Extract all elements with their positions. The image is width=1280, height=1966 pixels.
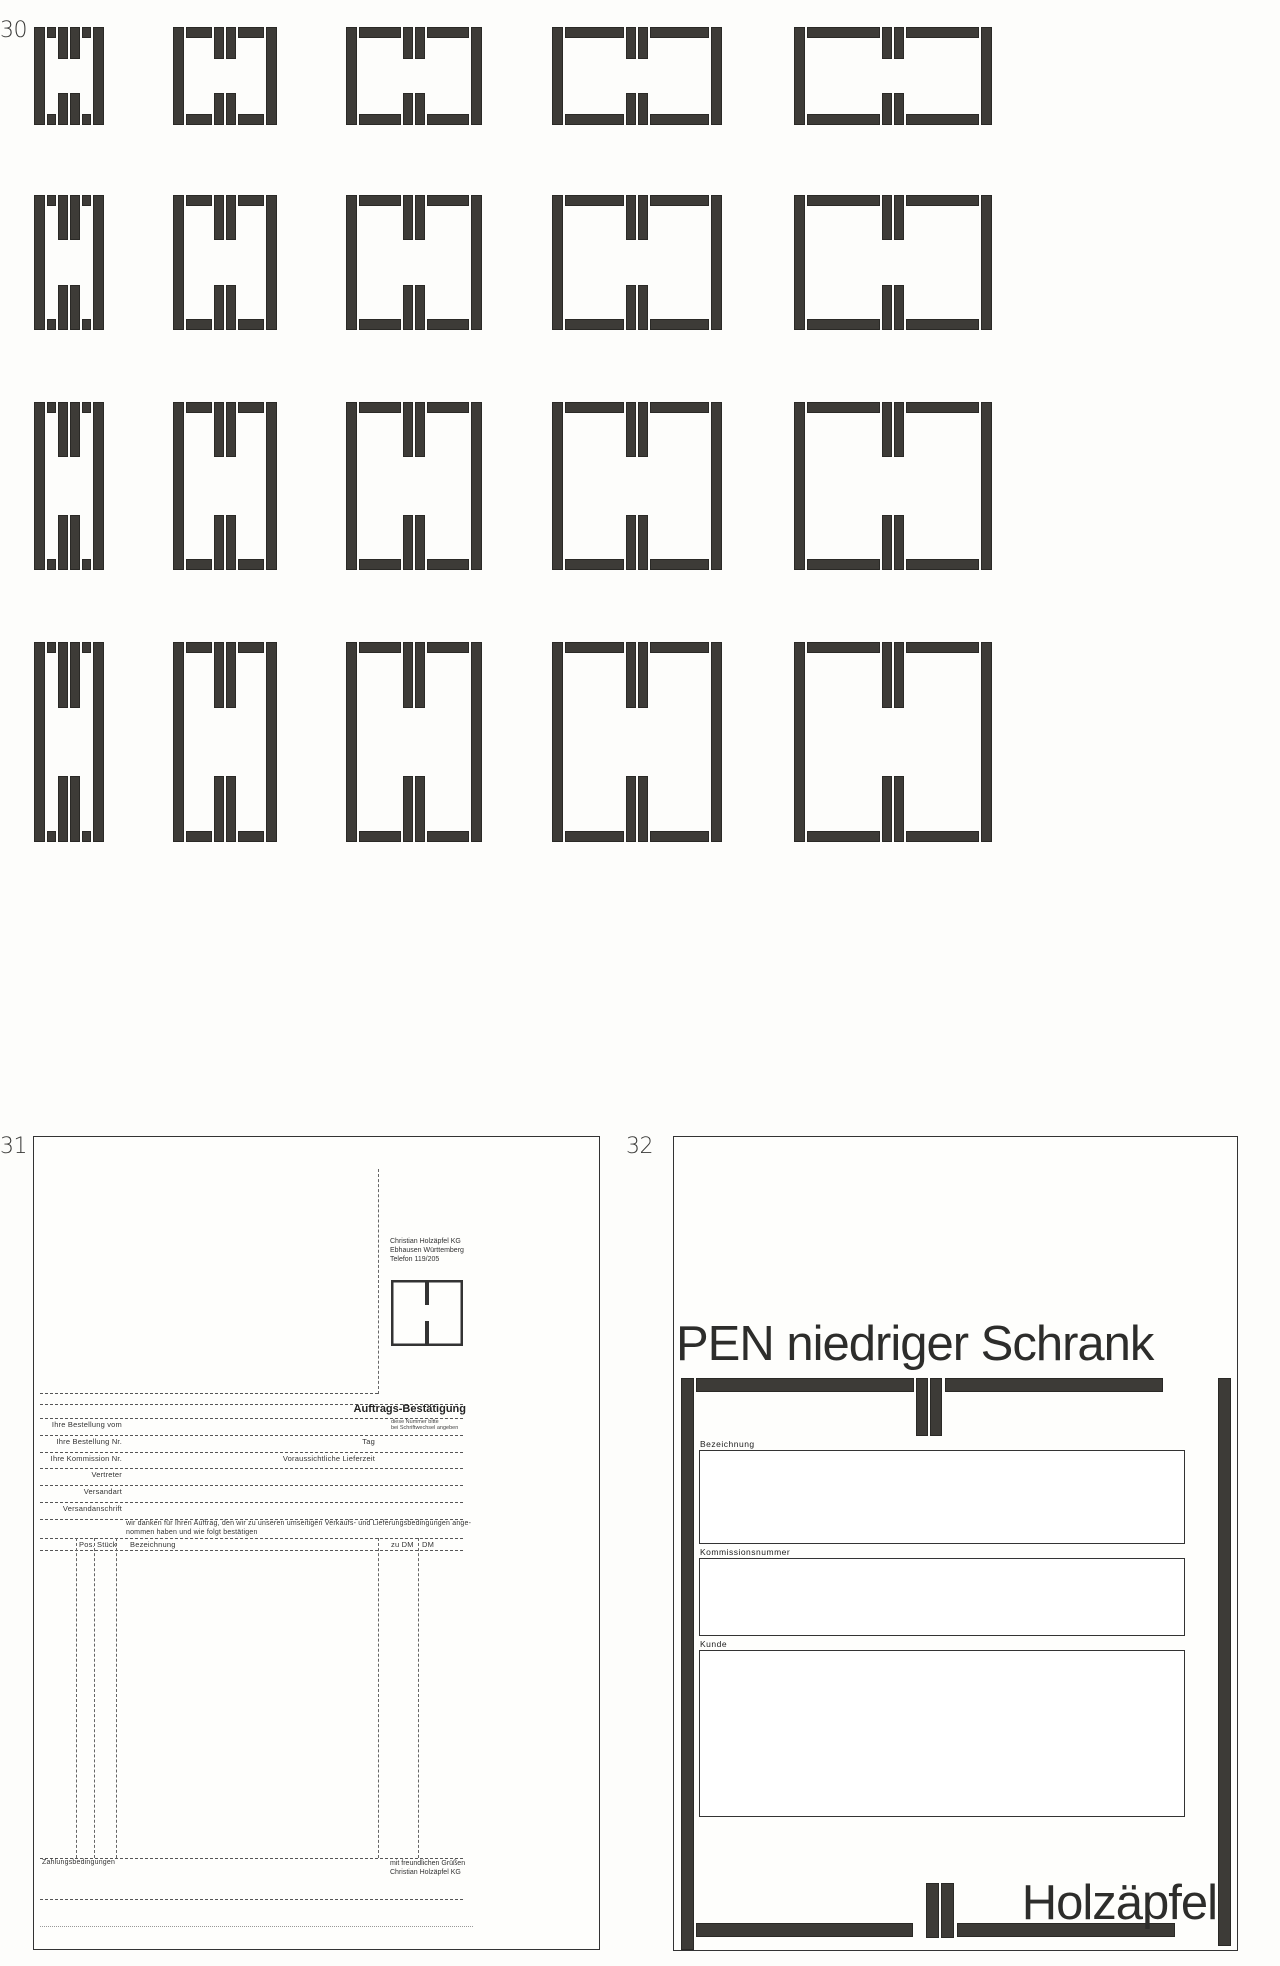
glyph-right-bar-bar (93, 195, 104, 330)
glyph-center-top-right-bar (226, 402, 236, 457)
glyph-right-bar-bar (711, 642, 722, 842)
glyph-top-right-bar (238, 402, 264, 413)
glyph-center-top-left-bar (214, 27, 224, 59)
column-divider (76, 1538, 77, 1858)
frame-bottom-left-bar (696, 1923, 913, 1937)
glyph-bottom-right-bar (650, 114, 709, 125)
glyph-top-left-bar (359, 195, 401, 206)
glyph-top-right-bar (82, 27, 91, 38)
glyph-bottom-left-bar (186, 114, 212, 125)
field-label-designation: Bezeichnung (700, 1439, 755, 1449)
glyph-bottom-left-bar (359, 319, 401, 330)
glyph-center-bottom-right-bar (226, 93, 236, 125)
glyph-top-right-bar (650, 195, 709, 206)
glyph-bottom-left-bar (47, 559, 56, 570)
glyph-left-bar-bar (173, 195, 184, 330)
glyph-left-bar-bar (173, 642, 184, 842)
h-monogram-icon (552, 27, 722, 125)
center-bottom-bar-left (926, 1883, 939, 1938)
glyph-left-bar-bar (346, 27, 357, 125)
field-label-customer: Kunde (700, 1639, 728, 1649)
glyph-left-bar-bar (34, 402, 45, 570)
column-header-pos: Pos. (79, 1540, 95, 1549)
h-monogram-icon (346, 195, 482, 330)
h-monogram-icon (173, 642, 277, 842)
glyph-center-top-left-bar (58, 402, 68, 457)
glyph-center-top-left-bar (403, 27, 413, 59)
glyph-center-bottom-left-bar (214, 515, 224, 570)
glyph-center-top-left-bar (882, 642, 892, 708)
glyph-top-right-bar (650, 642, 709, 653)
glyph-top-right-bar (650, 27, 709, 38)
glyph-bottom-right-bar (238, 559, 264, 570)
field-label-order-number: Ihre Bestellung Nr. (56, 1437, 122, 1446)
glyph-center-bottom-right-bar (415, 776, 425, 842)
glyph-center-top-right-bar (415, 195, 425, 240)
glyph-right-bar-bar (471, 27, 482, 125)
glyph-center-bottom-left-bar (882, 285, 892, 330)
glyph-bottom-left-bar (807, 114, 880, 125)
glyph-center-top-right-bar (415, 27, 425, 59)
glyph-top-left-bar (807, 195, 880, 206)
glyph-top-left-bar (807, 402, 880, 413)
glyph-top-left-bar (186, 402, 212, 413)
glyph-center-top-right-bar (415, 402, 425, 457)
glyph-top-right-bar (906, 195, 979, 206)
glyph-bottom-right-bar (427, 114, 469, 125)
glyph-center-top-right-bar (638, 402, 648, 457)
h-monogram-icon (552, 195, 722, 330)
glyph-right-bar-bar (266, 642, 277, 842)
glyph-top-right-bar (427, 195, 469, 206)
glyph-left-bar-bar (346, 402, 357, 570)
form-rule (40, 1502, 463, 1503)
frame-left-bar (681, 1378, 694, 1950)
glyph-center-top-left-bar (58, 27, 68, 59)
glyph-center-bottom-left-bar (403, 285, 413, 330)
glyph-top-right-bar (82, 195, 91, 206)
glyph-center-bottom-left-bar (882, 93, 892, 125)
frame-top-right-bar (945, 1378, 1163, 1392)
h-monogram-icon (346, 642, 482, 842)
glyph-top-left-bar (565, 27, 624, 38)
glyph-top-left-bar (186, 195, 212, 206)
glyph-center-bottom-left-bar (214, 93, 224, 125)
glyph-top-right-bar (238, 27, 264, 38)
glyph-top-left-bar (359, 642, 401, 653)
glyph-top-right-bar (650, 402, 709, 413)
glyph-right-bar-bar (471, 195, 482, 330)
h-monogram-icon (346, 27, 482, 125)
glyph-center-top-left-bar (403, 195, 413, 240)
glyph-left-bar-bar (552, 402, 563, 570)
glyph-center-bottom-left-bar (403, 515, 413, 570)
glyph-center-top-left-bar (882, 27, 892, 59)
glyph-top-right-bar (906, 642, 979, 653)
glyph-bottom-left-bar (565, 319, 624, 330)
glyph-top-right-bar (906, 402, 979, 413)
figure-number-30: 30 (0, 18, 27, 43)
designation-field[interactable] (699, 1450, 1185, 1544)
glyph-center-top-right-bar (226, 642, 236, 708)
glyph-center-bottom-right-bar (638, 285, 648, 330)
glyph-center-bottom-right-bar (226, 776, 236, 842)
glyph-top-left-bar (186, 642, 212, 653)
glyph-top-left-bar (565, 642, 624, 653)
field-label-delivery-time: Voraussichtliche Lieferzeit (282, 1454, 375, 1463)
payment-terms-label: Zahlungsbedingungen (42, 1859, 116, 1866)
glyph-center-top-right-bar (226, 27, 236, 59)
glyph-left-bar-bar (34, 195, 45, 330)
glyph-left-bar-bar (34, 27, 45, 125)
glyph-center-top-left-bar (626, 642, 636, 708)
h-monogram-icon (794, 195, 992, 330)
glyph-left-bar-bar (794, 27, 805, 125)
furniture-label-card (673, 1136, 1238, 1951)
glyph-right-bar-bar (93, 642, 104, 842)
glyph-bottom-right-bar (906, 831, 979, 842)
glyph-bottom-left-bar (359, 559, 401, 570)
glyph-center-top-right-bar (638, 642, 648, 708)
glyph-bottom-right-bar (650, 831, 709, 842)
glyph-right-bar-bar (471, 402, 482, 570)
glyph-bottom-right-bar (82, 114, 91, 125)
column-header-amount: DM (422, 1540, 435, 1549)
glyph-center-bottom-right-bar (70, 776, 80, 842)
glyph-center-top-right-bar (894, 195, 904, 240)
glyph-bottom-right-bar (427, 559, 469, 570)
glyph-center-top-left-bar (58, 642, 68, 708)
glyph-center-bottom-right-bar (70, 285, 80, 330)
h-monogram-icon (34, 402, 104, 570)
glyph-top-right-bar (427, 402, 469, 413)
glyph-bottom-right-bar (82, 559, 91, 570)
glyph-center-bottom-left-bar (214, 776, 224, 842)
column-header-unit-price: zu DM (391, 1540, 414, 1549)
glyph-center-bottom-left-bar (626, 285, 636, 330)
glyph-top-left-bar (47, 27, 56, 38)
glyph-top-left-bar (807, 27, 880, 38)
company-address: Christian Holzäpfel KG Ebhausen Württemberg Telefon 119/205 (390, 1238, 464, 1263)
glyph-top-right-bar (906, 27, 979, 38)
glyph-top-left-bar (565, 195, 624, 206)
glyph-left-bar-bar (346, 642, 357, 842)
glyph-left-bar-bar (173, 27, 184, 125)
glyph-top-left-bar (47, 642, 56, 653)
glyph-center-bottom-right-bar (894, 515, 904, 570)
field-label-commission-number: Kommissionsnummer (700, 1547, 791, 1557)
intro-text: wir danken für Ihren Auftrag, den wir zu unseren umseitigen Verkaufs- und Lieferungsbedingungen ange- nommen haben und wie folgt bestätigen (126, 1520, 472, 1536)
glyph-top-right-bar (82, 402, 91, 413)
column-header-description: Bezeichnung (130, 1540, 176, 1549)
commission-number-field[interactable] (699, 1558, 1185, 1636)
figure-number-32: 32 (626, 1134, 653, 1159)
glyph-center-bottom-right-bar (226, 515, 236, 570)
h-monogram-icon (794, 402, 992, 570)
glyph-right-bar-bar (266, 27, 277, 125)
glyph-center-bottom-left-bar (403, 776, 413, 842)
glyph-center-top-right-bar (70, 195, 80, 240)
glyph-bottom-left-bar (359, 831, 401, 842)
field-label-representative: Vertreter (91, 1470, 122, 1479)
glyph-center-top-right-bar (894, 642, 904, 708)
glyph-top-left-bar (807, 642, 880, 653)
order-confirmation-form (33, 1136, 600, 1950)
glyph-center-bottom-right-bar (415, 93, 425, 125)
glyph-center-bottom-right-bar (894, 285, 904, 330)
glyph-center-top-right-bar (70, 642, 80, 708)
center-bottom-bar-right (941, 1883, 954, 1938)
h-monogram-icon (794, 642, 992, 842)
h-monogram-icon (34, 27, 104, 125)
glyph-center-top-left-bar (882, 402, 892, 457)
glyph-bottom-left-bar (47, 114, 56, 125)
brand-name: Holzäpfel (1021, 1876, 1217, 1930)
field-label-shipping-address: Versandanschrift (62, 1504, 122, 1513)
glyph-bottom-right-bar (427, 319, 469, 330)
glyph-center-bottom-left-bar (58, 776, 68, 842)
glyph-top-left-bar (186, 27, 212, 38)
glyph-left-bar-bar (34, 642, 45, 842)
glyph-center-bottom-right-bar (894, 776, 904, 842)
h-monogram-icon (552, 642, 722, 842)
glyph-center-bottom-left-bar (882, 776, 892, 842)
product-title: PEN niedriger Schrank (676, 1317, 1154, 1371)
glyph-top-right-bar (82, 642, 91, 653)
glyph-bottom-left-bar (186, 559, 212, 570)
table-header-rule (40, 1550, 463, 1551)
glyph-bottom-left-bar (565, 114, 624, 125)
h-monogram-icon (346, 402, 482, 570)
glyph-center-bottom-left-bar (882, 515, 892, 570)
glyph-center-top-right-bar (226, 195, 236, 240)
form-rule (40, 1452, 463, 1453)
glyph-right-bar-bar (266, 195, 277, 330)
column-divider (116, 1538, 117, 1858)
glyph-bottom-right-bar (427, 831, 469, 842)
glyph-center-top-right-bar (70, 27, 80, 59)
glyph-bottom-left-bar (565, 831, 624, 842)
glyph-bottom-right-bar (238, 319, 264, 330)
glyph-left-bar-bar (173, 402, 184, 570)
glyph-bottom-left-bar (359, 114, 401, 125)
glyph-center-bottom-right-bar (638, 93, 648, 125)
glyph-center-bottom-right-bar (415, 285, 425, 330)
glyph-center-bottom-left-bar (214, 285, 224, 330)
column-divider (418, 1538, 419, 1858)
glyph-center-bottom-left-bar (403, 93, 413, 125)
glyph-bottom-left-bar (47, 831, 56, 842)
glyph-left-bar-bar (552, 642, 563, 842)
glyph-left-bar-bar (552, 27, 563, 125)
glyph-top-right-bar (427, 642, 469, 653)
glyph-right-bar-bar (266, 402, 277, 570)
glyph-right-bar-bar (981, 642, 992, 842)
glyph-center-top-right-bar (415, 642, 425, 708)
field-label-shipping-method: Versandart (83, 1487, 122, 1496)
glyph-center-bottom-left-bar (626, 515, 636, 570)
frame-right-bar (1218, 1378, 1231, 1946)
frame-top-left-bar (696, 1378, 914, 1392)
glyph-bottom-left-bar (807, 831, 880, 842)
glyph-bottom-left-bar (807, 559, 880, 570)
figure-number-31: 31 (0, 1134, 27, 1159)
glyph-bottom-left-bar (186, 831, 212, 842)
form-rule (40, 1468, 463, 1469)
glyph-top-right-bar (238, 642, 264, 653)
h-monogram-icon (552, 402, 722, 570)
table-top-rule (40, 1538, 463, 1539)
glyph-center-top-right-bar (70, 402, 80, 457)
h-monogram-icon (34, 642, 104, 842)
glyph-bottom-left-bar (186, 319, 212, 330)
h-logo-icon (391, 1280, 463, 1346)
form-rule (40, 1899, 463, 1900)
glyph-right-bar-bar (981, 402, 992, 570)
glyph-center-top-left-bar (626, 27, 636, 59)
glyph-bottom-right-bar (238, 114, 264, 125)
h-monogram-icon (173, 195, 277, 330)
glyph-right-bar-bar (711, 402, 722, 570)
glyph-center-top-right-bar (894, 402, 904, 457)
form-title: Auftrags-Bestätigung (353, 1403, 466, 1415)
glyph-center-top-left-bar (214, 402, 224, 457)
glyph-center-bottom-left-bar (626, 776, 636, 842)
glyph-center-bottom-right-bar (638, 776, 648, 842)
h-monogram-icon (34, 195, 104, 330)
glyph-bottom-right-bar (82, 831, 91, 842)
glyph-top-left-bar (47, 195, 56, 206)
glyph-top-left-bar (565, 402, 624, 413)
field-label-commission-number: Ihre Kommission Nr. (50, 1454, 122, 1463)
glyph-right-bar-bar (981, 195, 992, 330)
glyph-center-bottom-left-bar (58, 93, 68, 125)
glyph-bottom-left-bar (807, 319, 880, 330)
glyph-center-top-left-bar (214, 642, 224, 708)
glyph-right-bar-bar (471, 642, 482, 842)
column-divider (94, 1538, 95, 1858)
field-label-day: Tag (362, 1437, 375, 1446)
form-rule (40, 1435, 463, 1436)
glyph-left-bar-bar (794, 402, 805, 570)
glyph-center-top-left-bar (626, 402, 636, 457)
closing-signature: mit freundlichen Grüßen Christian Holzäpfel KG (390, 1860, 466, 1876)
glyph-right-bar-bar (981, 27, 992, 125)
glyph-center-bottom-left-bar (58, 285, 68, 330)
glyph-left-bar-bar (552, 195, 563, 330)
glyph-top-right-bar (427, 27, 469, 38)
field-label-order-date: Ihre Bestellung vom (51, 1420, 122, 1429)
glyph-center-top-left-bar (403, 642, 413, 708)
glyph-bottom-left-bar (47, 319, 56, 330)
glyph-right-bar-bar (711, 27, 722, 125)
glyph-left-bar-bar (346, 195, 357, 330)
glyph-center-top-left-bar (626, 195, 636, 240)
glyph-bottom-right-bar (906, 559, 979, 570)
glyph-bottom-right-bar (238, 831, 264, 842)
reference-note: diese Nummer bitte bei Schriftwechsel angeben (391, 1419, 459, 1431)
glyph-right-bar-bar (93, 27, 104, 125)
glyph-center-top-left-bar (403, 402, 413, 457)
center-top-bar-left (916, 1378, 928, 1436)
glyph-center-bottom-right-bar (415, 515, 425, 570)
glyph-bottom-right-bar (82, 319, 91, 330)
glyph-center-top-left-bar (58, 195, 68, 240)
glyph-center-bottom-right-bar (638, 515, 648, 570)
customer-field[interactable] (699, 1650, 1185, 1817)
glyph-center-top-left-bar (214, 195, 224, 240)
glyph-bottom-right-bar (906, 319, 979, 330)
letterhead-divider (378, 1169, 379, 1394)
glyph-center-top-right-bar (638, 195, 648, 240)
letterhead-bottom-line (40, 1393, 378, 1394)
column-divider (378, 1538, 379, 1858)
glyph-bottom-right-bar (650, 319, 709, 330)
center-top-bar-right (930, 1378, 942, 1436)
glyph-center-bottom-right-bar (70, 515, 80, 570)
glyph-center-bottom-right-bar (70, 93, 80, 125)
glyph-top-right-bar (238, 195, 264, 206)
form-rule (40, 1485, 463, 1486)
h-monogram-icon (794, 27, 992, 125)
glyph-center-top-right-bar (894, 27, 904, 59)
glyph-center-top-right-bar (638, 27, 648, 59)
glyph-bottom-right-bar (650, 559, 709, 570)
h-monogram-icon (173, 402, 277, 570)
glyph-left-bar-bar (794, 642, 805, 842)
glyph-center-top-left-bar (882, 195, 892, 240)
glyph-top-left-bar (359, 402, 401, 413)
glyph-top-left-bar (359, 27, 401, 38)
glyph-center-bottom-right-bar (894, 93, 904, 125)
glyph-right-bar-bar (711, 195, 722, 330)
glyph-bottom-right-bar (906, 114, 979, 125)
column-header-quantity: Stück (97, 1540, 117, 1549)
glyph-top-left-bar (47, 402, 56, 413)
fold-line (40, 1926, 473, 1927)
glyph-center-bottom-left-bar (626, 93, 636, 125)
h-monogram-icon (173, 27, 277, 125)
glyph-center-bottom-left-bar (58, 515, 68, 570)
glyph-bottom-left-bar (565, 559, 624, 570)
glyph-left-bar-bar (794, 195, 805, 330)
glyph-center-bottom-right-bar (226, 285, 236, 330)
glyph-right-bar-bar (93, 402, 104, 570)
